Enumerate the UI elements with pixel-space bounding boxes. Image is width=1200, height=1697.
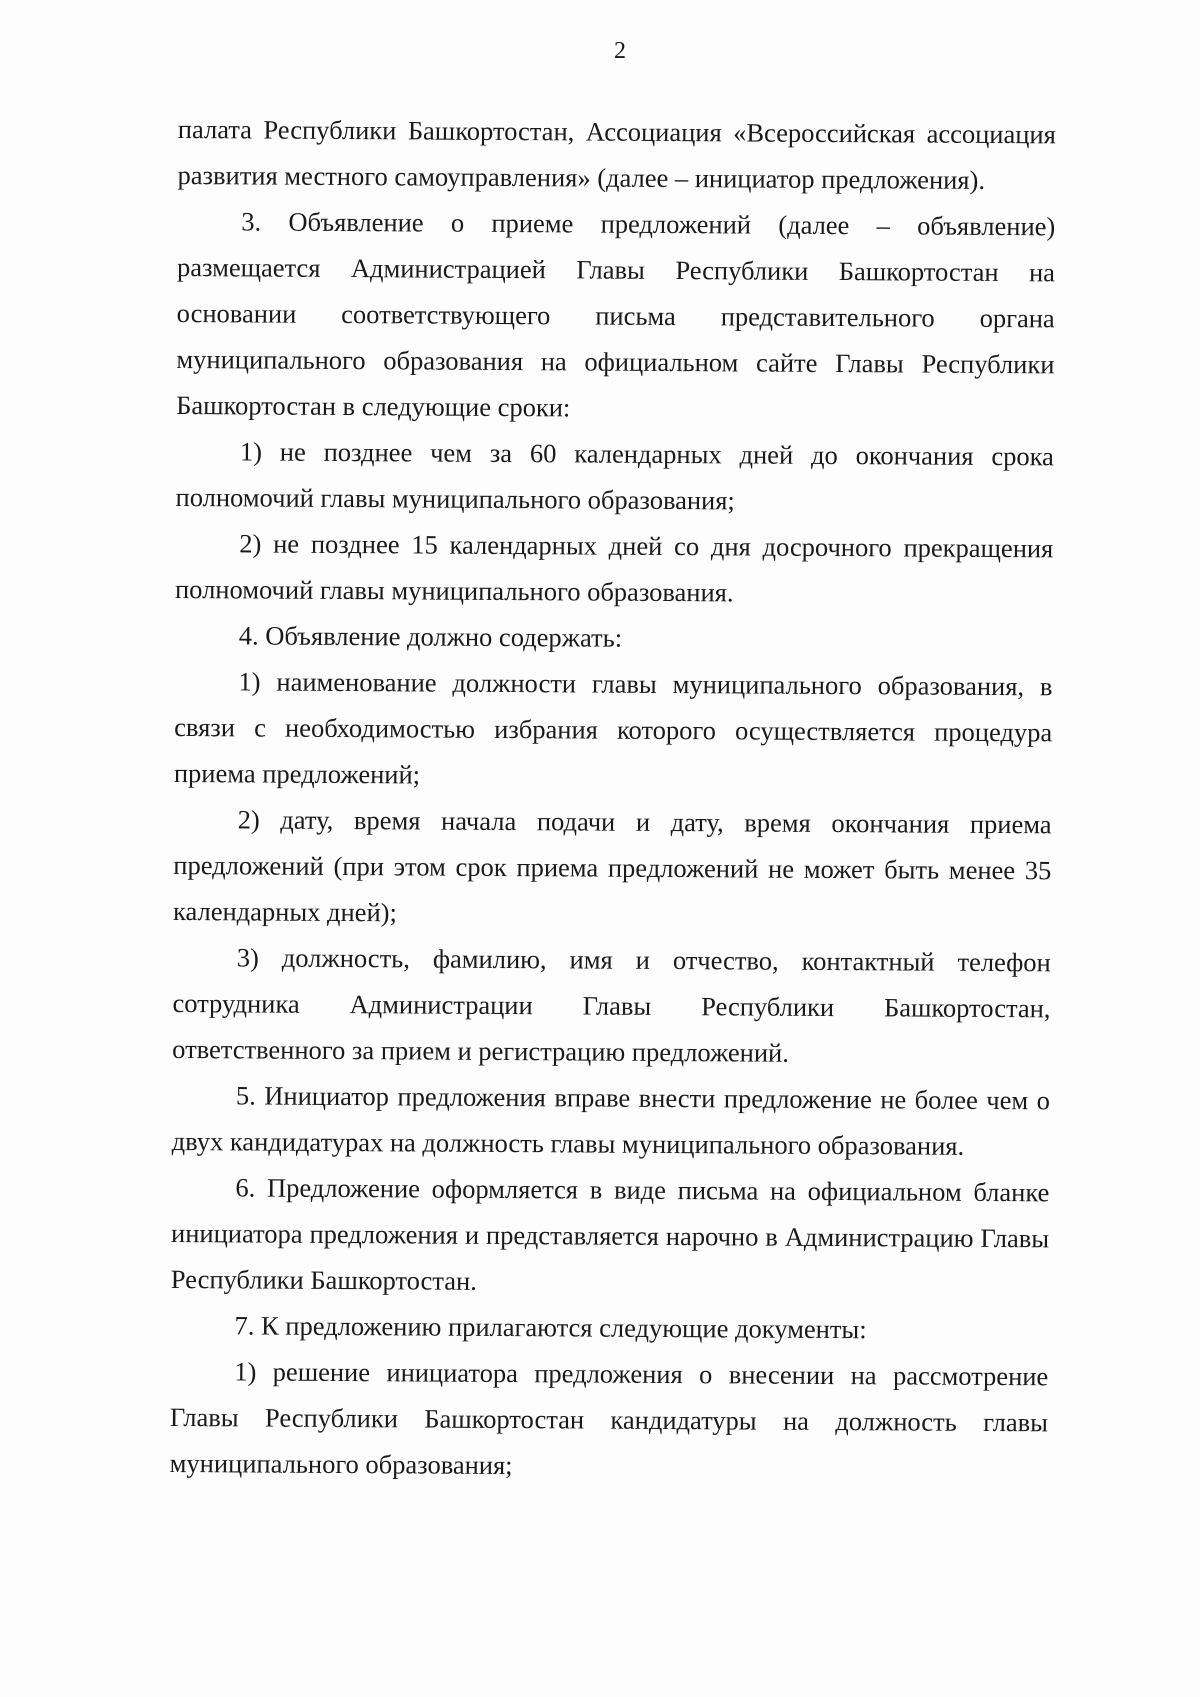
paragraph-item-4: 4. Объявление должно содержать: [238, 620, 623, 653]
paragraph-item-3-2: 2) не позднее 15 календарных дней со дня досрочного прекращения полномочий главы муниципального образования. [174, 528, 1054, 608]
paragraph-item-3-1: 1) не позднее чем за 60 календарных дней до окончания срока полномочий главы муниципального образования; [175, 436, 1054, 516]
paragraph-item-5: 5. Инициатор предложения вправе внести предложение не более чем о двух кандидатурах на должность главы муниципального образования. [171, 1080, 1051, 1161]
page-number: 2 [614, 38, 626, 64]
paragraph-item-3: 3. Объявление о приеме предложений (далее – объявление) размещается Администрацией Главы Республики Башкортостан на основании соответствующего письма представительного органа муниципального образования на официальном сайте Главы Республики Башкортостан в следующие сроки: [176, 206, 1056, 423]
paragraph-item-7: 7. К предложению прилагаются следующие документы: [234, 1310, 867, 1345]
paragraph-item-6: 6. Предложение оформляется в виде письма на официальном бланке инициатора предложения и представляется нарочно в Администрацию Главы Республики Башкортостан. [170, 1172, 1050, 1296]
paragraph-continuation: палата Республики Башкортостан, Ассоциация «Всероссийская ассоциация развития местного самоуправления» (далее – инициатор предложения). [177, 113, 1056, 195]
paragraph-item-4-1: 1) наименование должности главы муниципального образования, в связи с необходимостью избрания которого осуществляется процедура приема предложений; [173, 666, 1053, 790]
paragraph-item-4-3: 3) должность, фамилию, имя и отчество, контактный телефон сотрудника Администрации Главы Республики Башкортостан, ответственного за прием и регистрацию предложений. [172, 942, 1051, 1068]
document-body [170, 106, 1056, 1491]
paragraph-item-4-2: 2) дату, время начала подачи и дату, время окончания приема предложений (при этом срок приема предложений не может быть менее 35 календарных дней); [172, 804, 1052, 928]
paragraph-item-7-1: 1) решение инициатора предложения о внесении на рассмотрение Главы Республики Башкортостан кандидатуры на должность главы муниципального образования; [169, 1356, 1049, 1481]
